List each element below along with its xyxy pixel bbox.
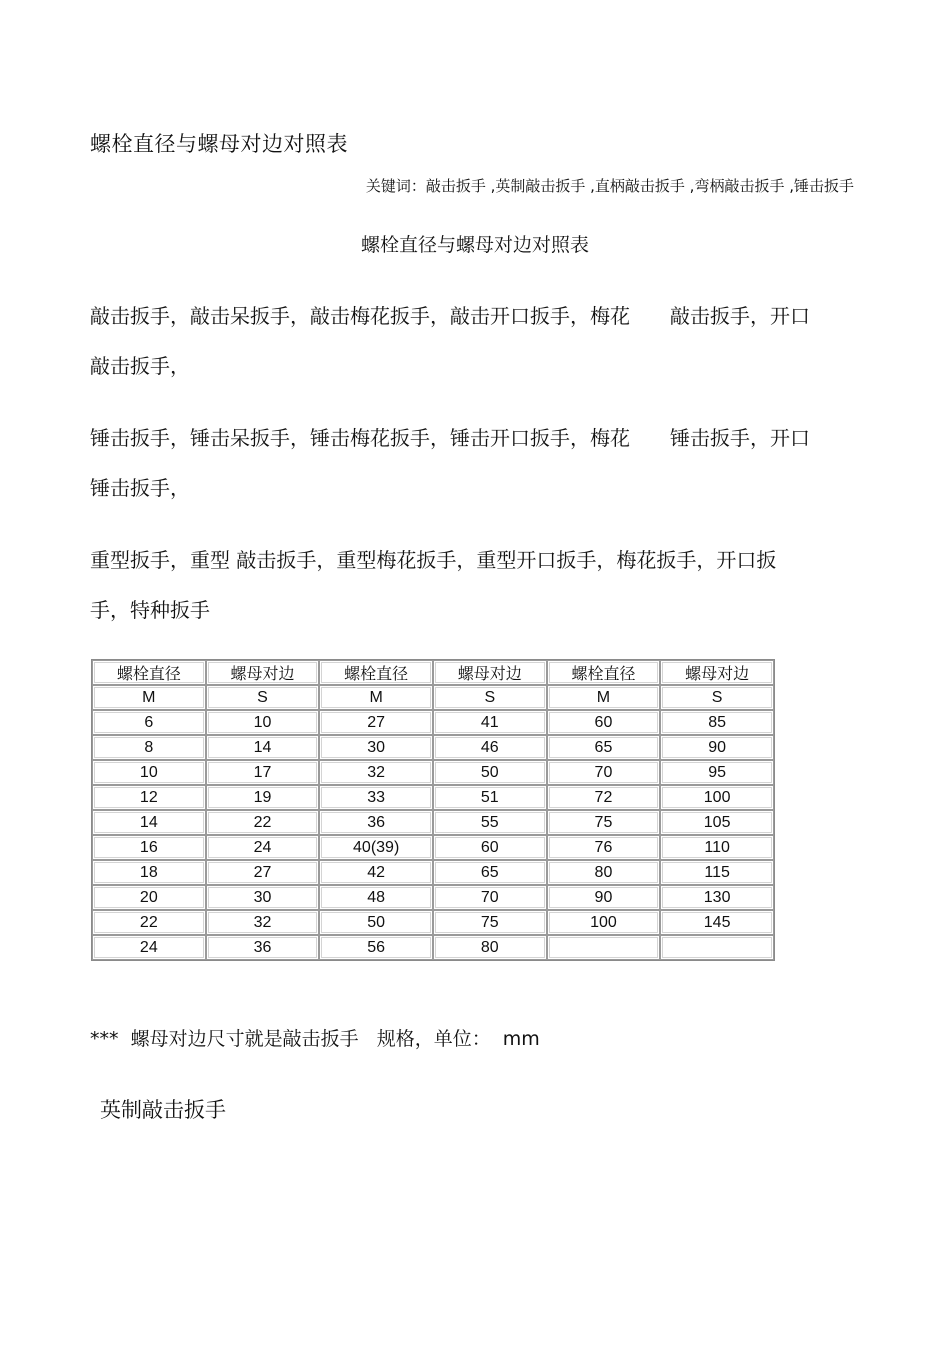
- table-header-row: [92, 660, 774, 685]
- table-cell: 16: [92, 835, 206, 860]
- unit-cell: S: [206, 685, 320, 710]
- table-heading: 螺栓直径与螺母对边对照表: [360, 234, 589, 256]
- table-cell: [660, 935, 774, 960]
- table-cell: 14: [206, 735, 320, 760]
- table-cell: 51: [433, 785, 547, 810]
- table-cell: 130: [660, 885, 774, 910]
- bolt-nut-table: [91, 659, 775, 961]
- table-cell: 41: [433, 710, 547, 735]
- table-cell: 36: [206, 935, 320, 960]
- table-cell: 70: [433, 885, 547, 910]
- table-cell: 50: [433, 760, 547, 785]
- table-cell: 32: [206, 910, 320, 935]
- table-row: [92, 760, 774, 785]
- table-cell: 85: [660, 710, 774, 735]
- table-cell: 76: [547, 835, 661, 860]
- table-cell: 18: [92, 860, 206, 885]
- table-cell: 60: [433, 835, 547, 860]
- unit-cell: S: [660, 685, 774, 710]
- table-cell: 42: [319, 860, 433, 885]
- table-cell: 32: [319, 760, 433, 785]
- table-cell: [547, 935, 661, 960]
- table-row: [92, 810, 774, 835]
- paragraph-line: 敲击扳手，敲击呆扳手，敲击梅花扳手，敲击开口扳手，梅花 敲击扳手，开口: [90, 304, 810, 328]
- paragraph-heavy-wrench: [90, 535, 860, 635]
- table-cell: 22: [92, 910, 206, 935]
- table-cell: 22: [206, 810, 320, 835]
- header-cell: 螺母对边: [660, 660, 774, 685]
- section-title: 英制敲击扳手: [100, 1098, 226, 1122]
- keywords-line: 关键词：敲击扳手 ,英制敲击扳手 ,直柄敲击扳手 ,弯柄敲击扳手 ,锤击扳手: [365, 177, 854, 195]
- paragraph-striking-wrench: [90, 291, 860, 391]
- table-cell: 145: [660, 910, 774, 935]
- unit-cell: M: [547, 685, 661, 710]
- table-body: [92, 710, 774, 960]
- table-cell: 100: [660, 785, 774, 810]
- table-cell: 46: [433, 735, 547, 760]
- header-cell: 螺栓直径: [319, 660, 433, 685]
- table-row: [92, 835, 774, 860]
- table-cell: 50: [319, 910, 433, 935]
- table-cell: 30: [319, 735, 433, 760]
- table-cell: 65: [433, 860, 547, 885]
- unit-cell: M: [92, 685, 206, 710]
- table-cell: 24: [92, 935, 206, 960]
- table-row: [92, 860, 774, 885]
- table-cell: 36: [319, 810, 433, 835]
- paragraph-line: 手，特种扳手: [90, 598, 210, 622]
- table-cell: 115: [660, 860, 774, 885]
- table-cell: 70: [547, 760, 661, 785]
- header-cell: 螺栓直径: [92, 660, 206, 685]
- table-cell: 60: [547, 710, 661, 735]
- table-cell: 75: [433, 910, 547, 935]
- table-cell: 12: [92, 785, 206, 810]
- table-cell: 75: [547, 810, 661, 835]
- table-cell: 110: [660, 835, 774, 860]
- table-cell: 80: [547, 860, 661, 885]
- header-cell: 螺栓直径: [547, 660, 661, 685]
- paragraph-line: 锤击扳手，: [90, 476, 190, 500]
- table-cell: 30: [206, 885, 320, 910]
- table-cell: 6: [92, 710, 206, 735]
- table-row: [92, 910, 774, 935]
- table-cell: 14: [92, 810, 206, 835]
- table-cell: 72: [547, 785, 661, 810]
- table-cell: 27: [206, 860, 320, 885]
- table-cell: 8: [92, 735, 206, 760]
- table-cell: 24: [206, 835, 320, 860]
- table-row: [92, 885, 774, 910]
- table-cell: 95: [660, 760, 774, 785]
- paragraph-line: 锤击扳手，锤击呆扳手，锤击梅花扳手，锤击开口扳手，梅花 锤击扳手，开口: [90, 426, 810, 450]
- paragraph-line: 敲击扳手，: [90, 354, 190, 378]
- table-cell: 10: [206, 710, 320, 735]
- table-row: [92, 785, 774, 810]
- table-cell: 80: [433, 935, 547, 960]
- header-cell: 螺母对边: [206, 660, 320, 685]
- table-cell: 10: [92, 760, 206, 785]
- table-cell: 90: [660, 735, 774, 760]
- table-cell: 105: [660, 810, 774, 835]
- table-cell: 17: [206, 760, 320, 785]
- unit-cell: S: [433, 685, 547, 710]
- table-cell: 90: [547, 885, 661, 910]
- unit-note: *** 螺母对边尺寸就是敲击扳手 规格，单位： mm: [90, 1028, 540, 1050]
- table-cell: 100: [547, 910, 661, 935]
- table-cell: 40(39): [319, 835, 433, 860]
- table-cell: 48: [319, 885, 433, 910]
- table-row: [92, 710, 774, 735]
- table-row: [92, 935, 774, 960]
- table-cell: 33: [319, 785, 433, 810]
- table-cell: 19: [206, 785, 320, 810]
- table-cell: 56: [319, 935, 433, 960]
- table-cell: 55: [433, 810, 547, 835]
- table-cell: 20: [92, 885, 206, 910]
- table-cell: 27: [319, 710, 433, 735]
- paragraph-hammer-wrench: [90, 413, 860, 513]
- header-cell: 螺母对边: [433, 660, 547, 685]
- table-row: [92, 735, 774, 760]
- paragraph-line: 重型扳手，重型 敲击扳手，重型梅花扳手，重型开口扳手，梅花扳手，开口扳: [90, 548, 777, 572]
- table-cell: 65: [547, 735, 661, 760]
- table-unit-row: [92, 685, 774, 710]
- document-title: 螺栓直径与螺母对边对照表: [90, 132, 348, 156]
- unit-cell: M: [319, 685, 433, 710]
